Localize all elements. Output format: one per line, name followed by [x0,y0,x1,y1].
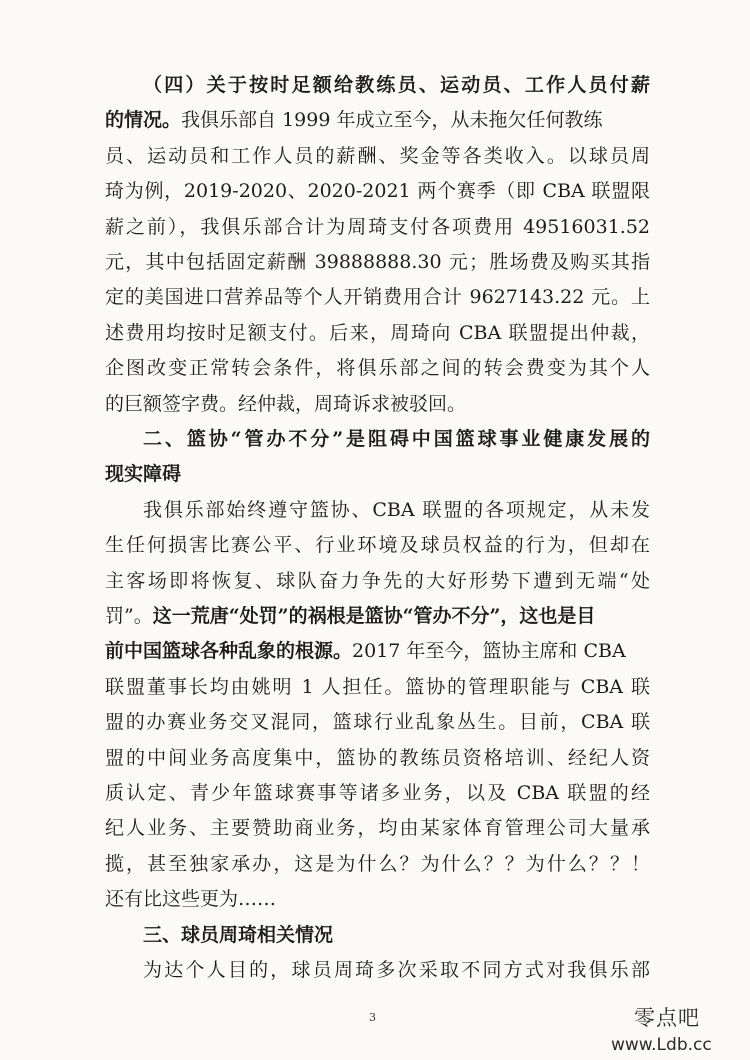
text-line: 定的美国进口营养品等个人开销费用合计 9627143.22 元。上 [105,286,650,308]
text-line: 生任何损害比赛公平、行业环境及球员权益的行为，但却在 [105,534,650,556]
page-number: 3 [369,1011,376,1024]
text-line [105,604,650,628]
text-line: 琦为例，2019-2020、2020-2021 两个赛季（即 CBA 联盟限 [105,180,650,202]
watermark-url: www.Ldb.cc [611,1035,712,1055]
text-line: 还有比这些更为…… [105,888,277,910]
text-line: 企图改变正常转会条件，将俱乐部之间的转会费变为其个人 [105,357,650,379]
text-run: 我俱乐部自 1999 年成立至今，从未拖欠任何教练 [181,109,603,131]
text-line: 元，其中包括固定薪酬 39888888.30 元；胜场费及购买其指 [105,251,650,273]
section-heading-continued: 现实障碍 [105,463,182,485]
text-run-bold: 前中国篮球各种乱象的根源。 [105,640,353,662]
text-line: 揽，甚至独家承办，这是为什么？为什么？？为什么？？！ [105,853,650,875]
section-heading: 二、篮协“管办不分”是阻碍中国篮球事业健康发展的 [143,428,650,450]
text-line: 纪人业务、主要赞助商业务，均由某家体育管理公司大量承 [105,817,650,839]
text-line: 为达个人目的，球员周琦多次采取不同方式对我俱乐部 [143,959,650,981]
text-run-bold: 的情况。 [105,109,182,131]
text-run-bold: 这一荒唐“处罚”的祸根是篮协“管办不分”，这也是目 [152,605,596,627]
text-line: 盟的办赛业务交叉混同，篮球行业乱象丛生。目前，CBA 联 [105,711,650,733]
section-heading: 三、球员周琦相关情况 [143,924,334,946]
text-line: 盟的中间业务高度集中，篮协的教练员资格培训、经纪人资 [105,747,650,769]
text-line: 员、运动员和工作人员的薪酬、奖金等各类收入。以球员周 [105,145,650,167]
text-line [105,108,650,132]
text-line: 我俱乐部始终遵守篮协、CBA 联盟的各项规定，从未发 [143,499,650,521]
watermark-site-name: 零点吧 [634,1006,700,1030]
text-line: 质认定、青少年篮球赛事等诸多业务，以及 CBA 联盟的经 [105,782,650,804]
text-run: 罚”。 [105,605,153,627]
text-line: （四）关于按时足额给教练员、运动员、工作人员付薪 [143,74,650,96]
text-line: 联盟董事长均由姚明 1 人担任。篮协的管理职能与 CBA 联 [105,676,650,698]
text-line: 薪之前），我俱乐部合计为周琦支付各项费用 49516031.52 [105,216,650,238]
text-line: 述费用均按时足额支付。后来，周琦向 CBA 联盟提出仲裁， [105,322,650,344]
text-run: 2017 年至今，篮协主席和 CBA [352,640,626,662]
text-line: 主客场即将恢复、球队奋力争先的大好形势下遭到无端“处 [105,570,650,592]
text-line [105,639,650,663]
text-line: 的巨额签字费。经仲裁，周琦诉求被驳回。 [105,393,467,415]
